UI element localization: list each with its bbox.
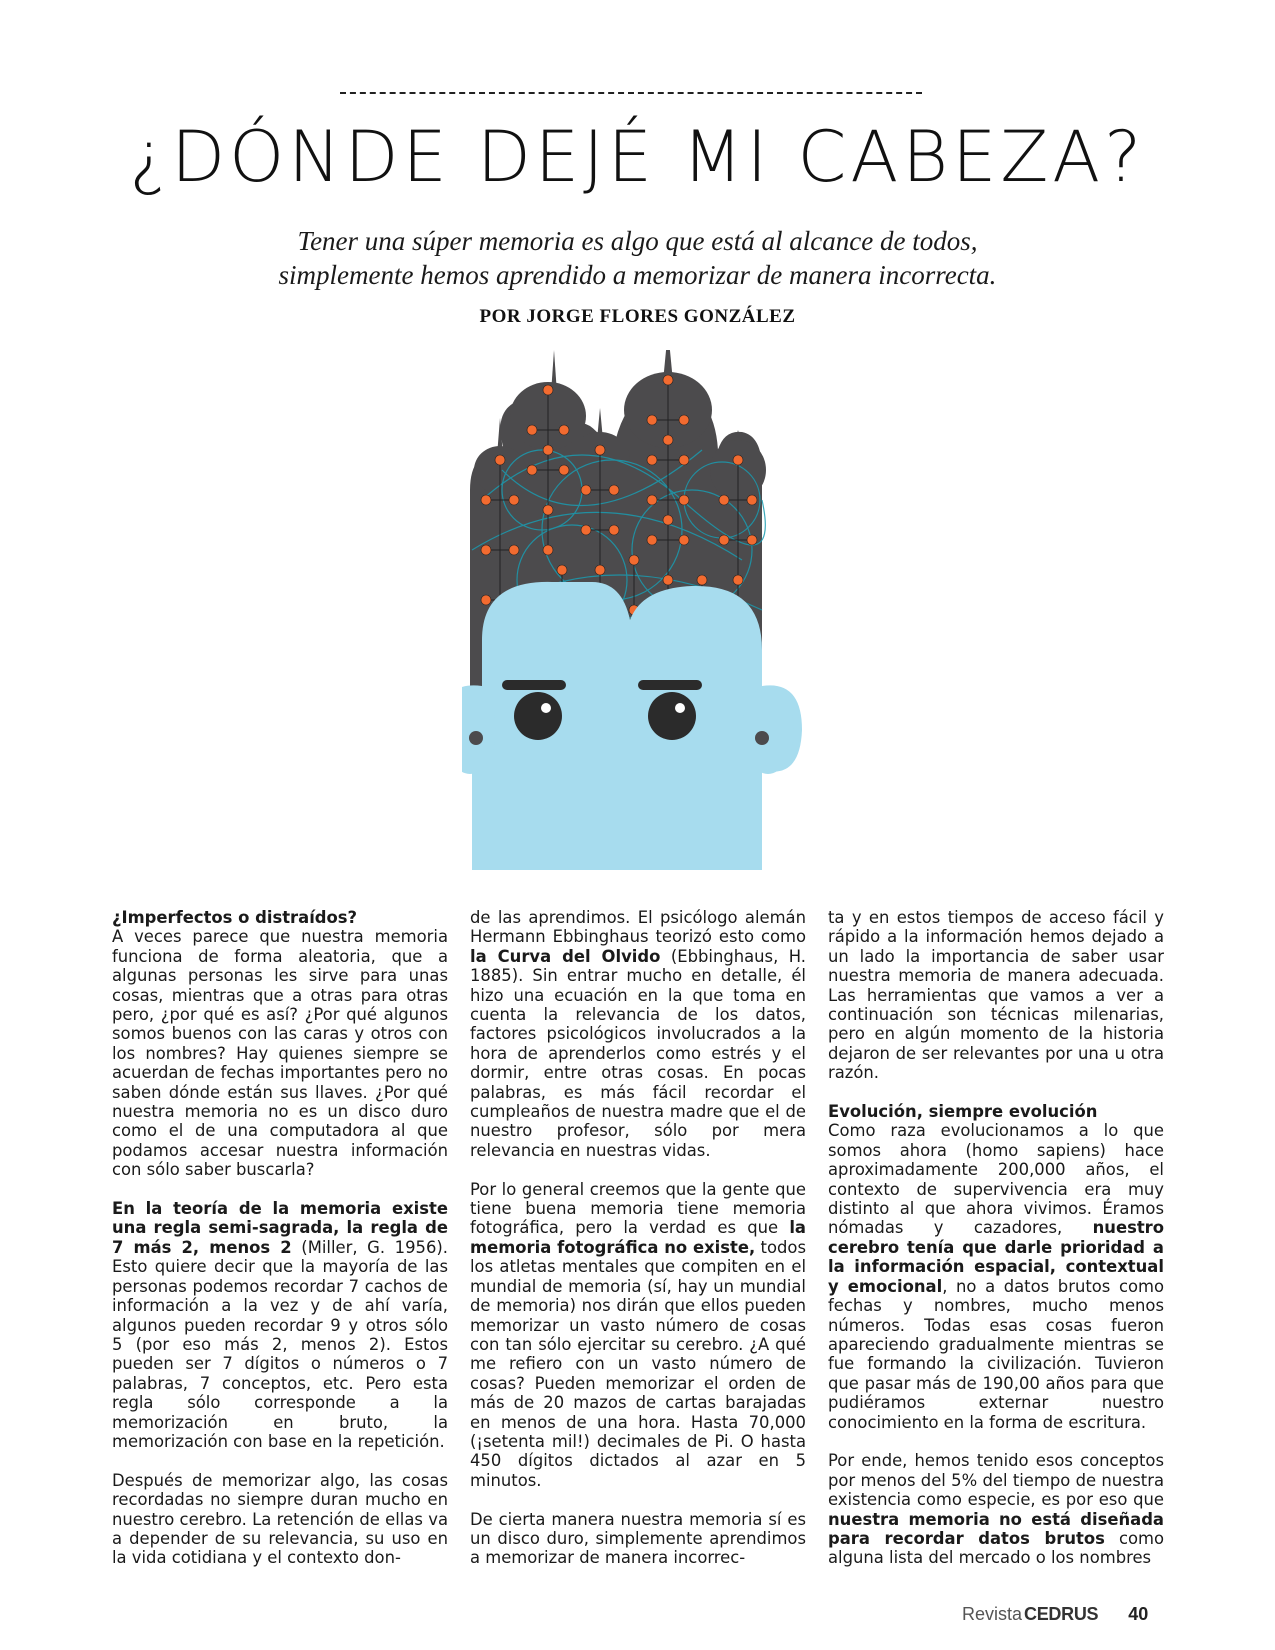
bold-phrase: la memoria fotográfica no existe, — [470, 1218, 806, 1257]
page-footer — [962, 1604, 1148, 1628]
magazine-label: Revista — [962, 1604, 1023, 1624]
ear-right — [742, 686, 794, 774]
eyebrow-left — [502, 680, 566, 690]
paragraph: De cierta manera nuestra memoria sí es un disco duro, simplemente aprendimos a memorizar de manera incorrec- — [470, 1509, 806, 1568]
paragraph — [470, 1180, 806, 1491]
text-column-2 — [470, 908, 806, 1587]
paragraph-text: (Ebbinghaus, H. 1885). Sin entrar mucho en detalle, él hizo una ecuación en la que toma en cuenta la relevancia de los datos, factores psicológicos involucrados a la hora de aprenderlos como estrés y el dormir, entre otras cosas. En pocas palabras, es más fácil recordar el cumpleaños de nuestra madre que el de nuestro profesor, sólo por mera relevancia en nuestras vidas. — [470, 946, 806, 1160]
text-column-1 — [112, 908, 448, 1587]
article-title: ¿DÓNDE DEJÉ MI CABEZA? — [129, 116, 1146, 198]
paragraph: ta y en estos tiempos de acceso fácil y rápido a la información hemos dejado a un lado la importancia de saber usar nuestra memoria de manera adecuada. Las herramientas que vamos a ver a continuación son técnicas milenarias, pero en algún momento de la historia dejaron de ser relevantes por una u otra razón. — [828, 908, 1164, 1083]
bold-phrase: nuestra memoria no está diseñada para recordar datos brutos — [828, 1509, 1164, 1548]
head-with-city-hair-illustration — [462, 350, 814, 870]
eye-left — [514, 692, 562, 740]
paragraph — [470, 908, 806, 1160]
section-heading: ¿Imperfectos o distraídos? — [112, 908, 358, 927]
eye-right — [648, 692, 696, 740]
nostril-right — [755, 731, 769, 745]
paragraph: A veces parece que nuestra memoria funciona de forma aleatoria, que a algunas personas les sirve para unas cosas, mientras que a otras para otras pero, ¿por qué es así? ¿Por qué algunos somos buenos con las caras y otros con los nombres? Hay quienes siempre se acuerdan de fechas importantes pero no saben dónde están sus llaves. ¿Por qué nuestra memoria no es un disco duro como el de una computadora al que podamos accesar nuestra información con sólo saber buscarla? — [112, 927, 448, 1180]
eyebrow-right — [638, 680, 702, 690]
paragraph — [828, 1121, 1164, 1432]
paragraph-text: todos los atletas mentales que compiten en el mundial de memoria (sí, hay un mundial de memoria) nos dirán que ellos pueden memorizar un vasto número de cosas con tan sólo ejercitar su cerebro. ¿A qué me refiero con un vasto número de cosas? Pueden memorizar el orden de más de 20 mazos de cartas barajadas en menos de una hora. Hasta 70,000 (¡setenta mil!) decimales de Pi. O hasta 450 dígitos dictados al azar en 5 minutos. — [470, 1237, 806, 1490]
paragraph-text: (Miller, G. 1956). Esto quiere decir que la mayoría de las personas podemos recordar 7 cachos de información a la vez y de ahí varía, algunos pueden recordar 9 y otros sólo 5 (por eso más 2, menos 2). Estos pueden ser 7 dígitos o números o 7 palabras, 7 conceptos, etc. Pero esta regla sólo corresponde a la memorización en bruto, la memorización con base en la repetición. — [112, 1237, 449, 1451]
paragraph — [112, 1199, 448, 1451]
bold-phrase: nuestro cerebro tenía que darle prioridad a la información espacial, contextual y emocional — [828, 1218, 1164, 1296]
bold-phrase: En la teoría de la memoria existe una regla semi-sagrada, la regla de 7 más 2, menos 2 — [112, 1199, 448, 1257]
paragraph-text: Como raza evolucionamos a lo que somos ahora (homo sapiens) hace aproximadamente 200,000 años, el contexto de supervivencia era muy distinto al que ahora vivimos. Éramos nómadas y cazadores, — [828, 1121, 1164, 1238]
subtitle-line-1: Tener una súper memoria es algo que está al alcance de todos, — [297, 226, 978, 256]
page-number: 40 — [1128, 1604, 1149, 1624]
paragraph-text: Por ende, hemos tenido esos conceptos por menos del 5% del tiempo de nuestra existencia como especie, es por eso que — [828, 1451, 1164, 1510]
paragraph-text: Por lo general creemos que la gente que tiene buena memoria tiene memoria fotográfica, pero la verdad es que — [470, 1179, 806, 1238]
nostril-left — [469, 731, 483, 745]
text-column-3 — [828, 908, 1164, 1587]
subtitle-line-2: simplemente hemos aprendido a memorizar de manera incorrecta. — [278, 260, 997, 290]
paragraph: Después de memorizar algo, las cosas recordadas no siempre duran mucho en nuestro cerebro. La retención de ellas va a depender de su relevancia, su uso en la vida cotidiana y el contexto don- — [112, 1470, 448, 1568]
paragraph-text: de las aprendimos. El psicólogo alemán Hermann Ebbinghaus teorizó esto como — [470, 908, 806, 947]
section-heading: Evolución, siempre evolución — [828, 1102, 1098, 1122]
title-dash-rule — [340, 92, 922, 94]
paragraph-text: como alguna lista del mercado o los nombres — [828, 1528, 1164, 1568]
paragraph — [828, 1451, 1164, 1567]
author-byline: POR JORGE FLORES GONZÁLEZ — [479, 306, 796, 327]
magazine-brand: CEDRUS — [1024, 1604, 1099, 1624]
paragraph-text: , no a datos brutos como fechas y nombres, mucho menos números. Todas esas cosas fueron apareciendo gradualmente mientras se fue formando la civilización. Tuvieron que pasar más de 190,00 años para que pudiéramos externar nuestro conocimiento en la forma de escritura. — [828, 1276, 1164, 1432]
bold-phrase: la Curva del Olvido — [470, 946, 661, 966]
article-subtitle — [200, 224, 1075, 292]
